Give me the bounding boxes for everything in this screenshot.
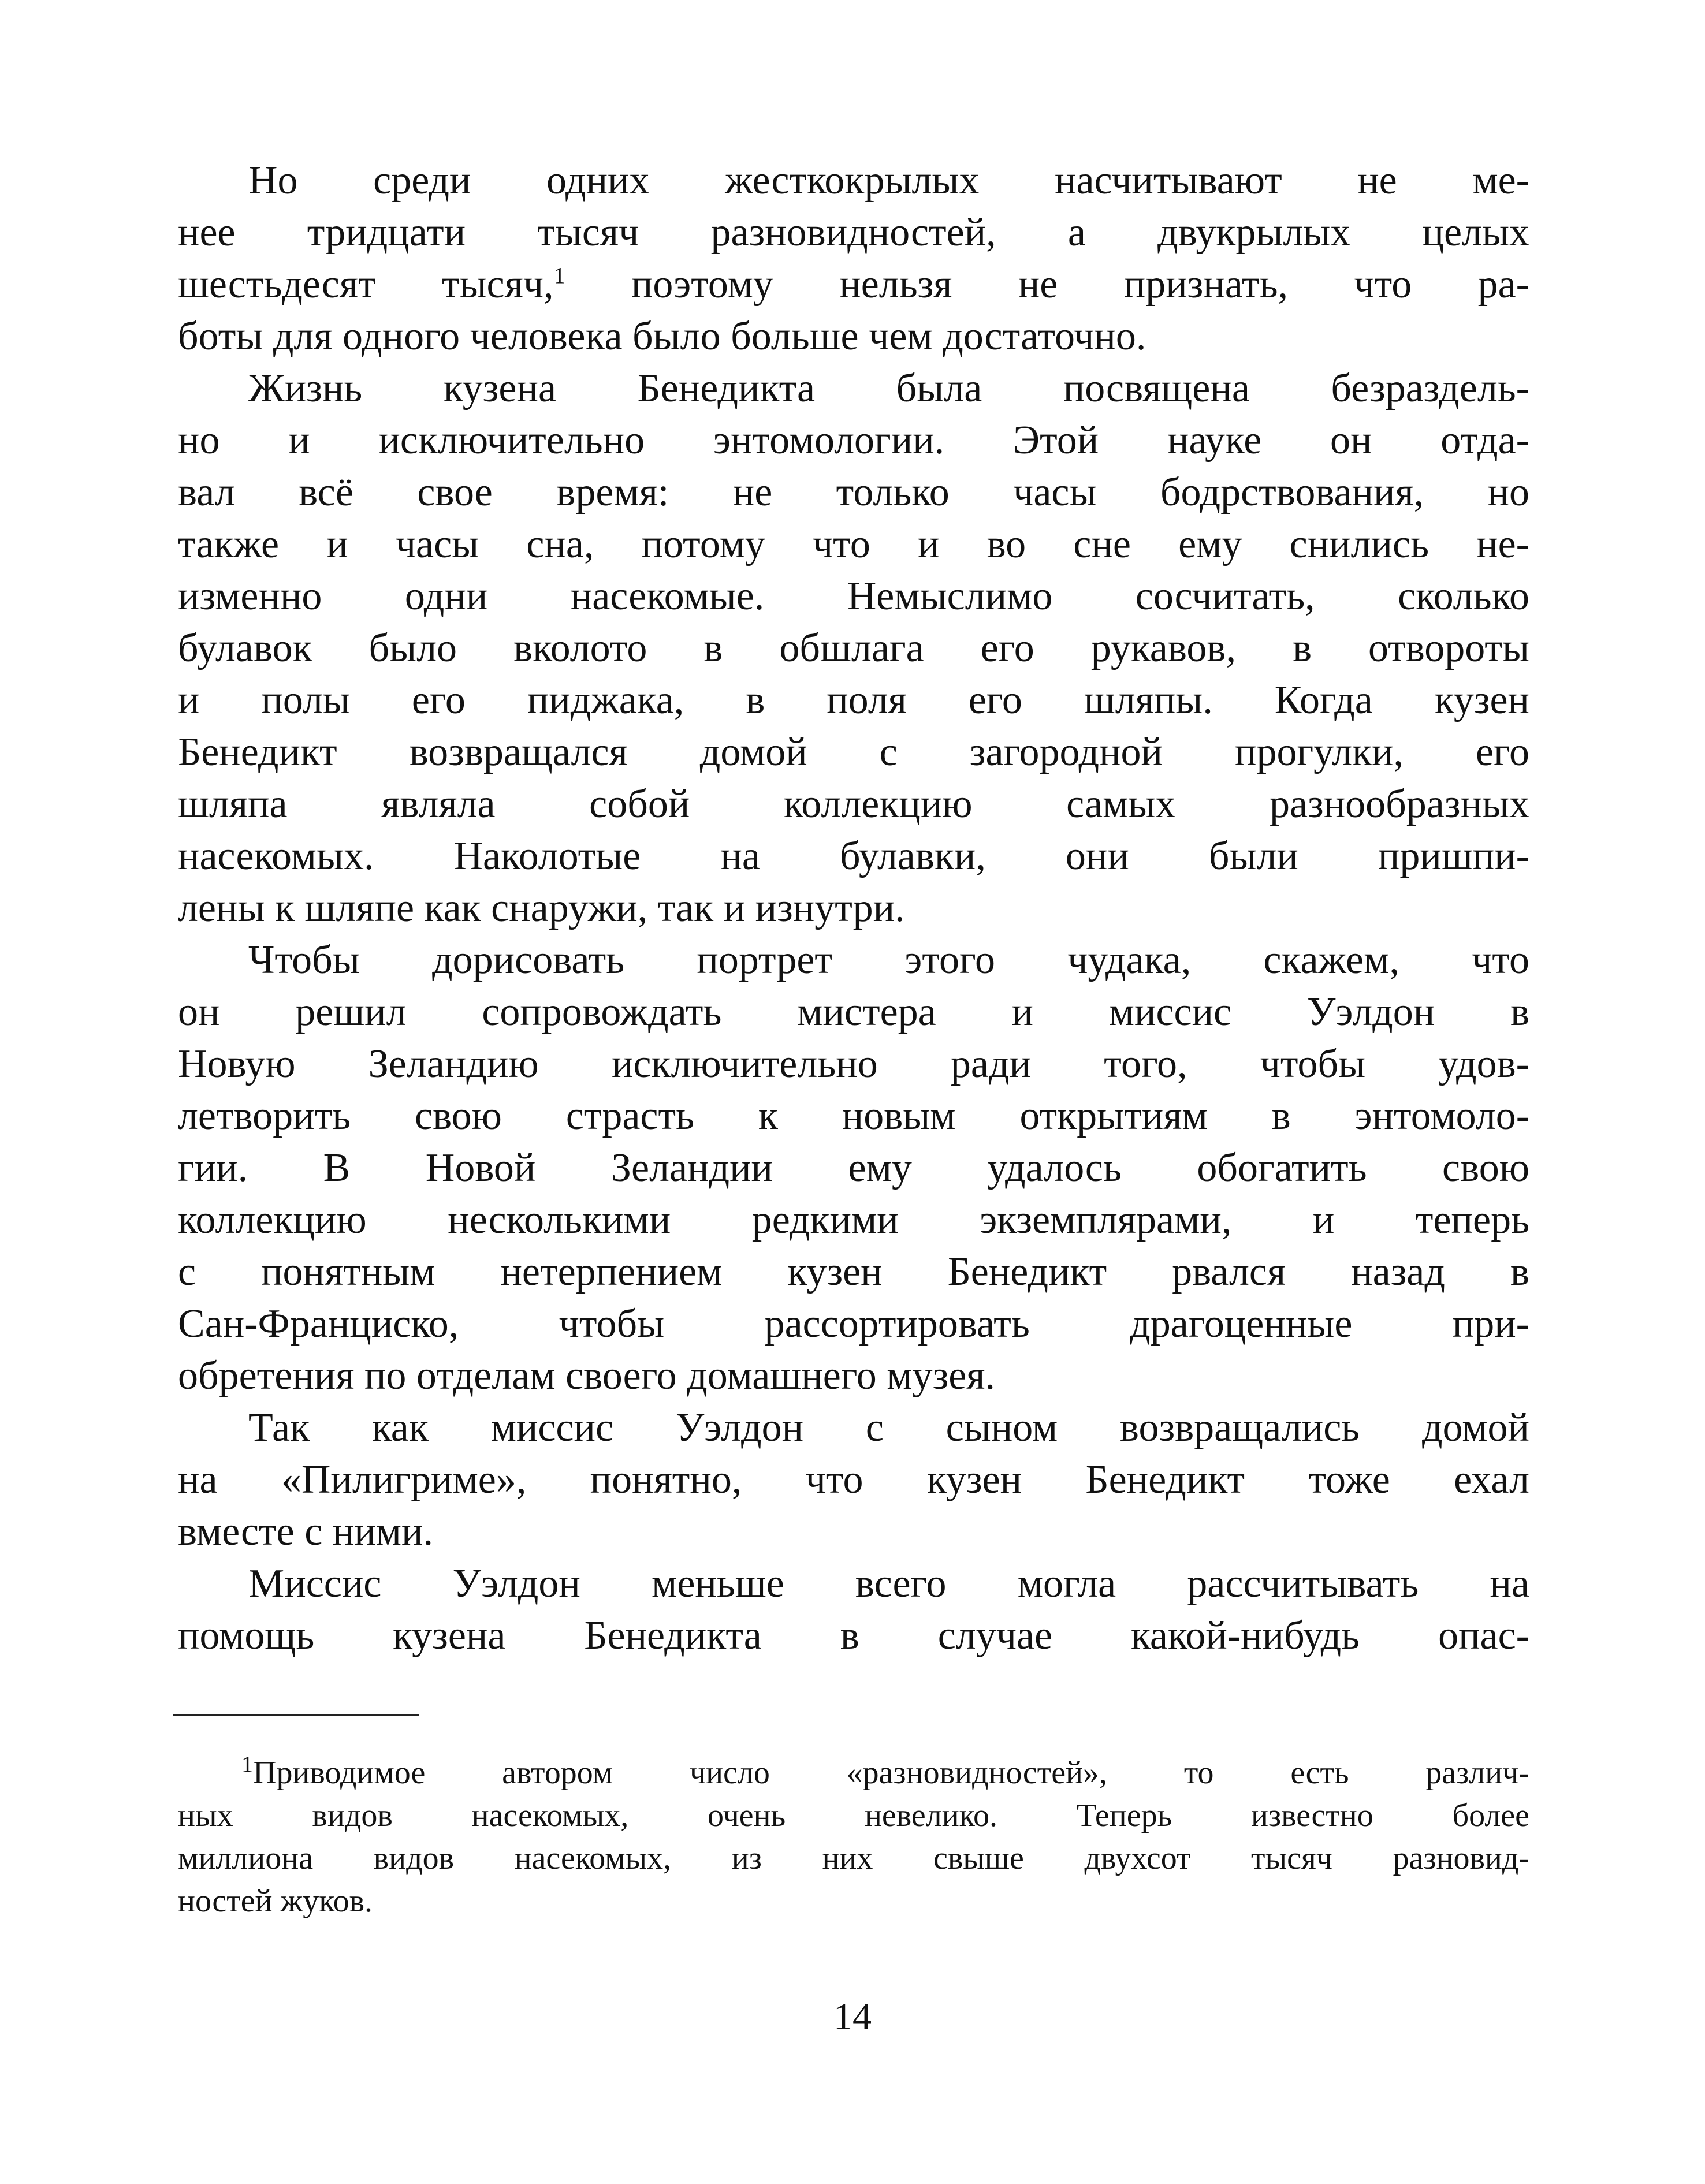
text-line: Жизнь кузена Бенедикта была посвящена безраздель- <box>248 366 1529 411</box>
page-number: 14 <box>833 1996 872 2038</box>
text-line: также и часы сна, потому что и во сне ему снились не- <box>178 522 1529 567</box>
text-fragment: шестьдесят тысяч, <box>178 262 554 307</box>
footnote-reference[interactable]: 1 <box>553 262 565 289</box>
footnote-text: Приводимое автором число «разновидностей», то есть различ- <box>253 1755 1529 1791</box>
text-line-with-footnote <box>178 259 1529 311</box>
footnote <box>178 1751 1529 1922</box>
text-line: изменно одни насекомые. Немыслимо сосчитать, сколько <box>178 574 1529 618</box>
text-line: шляпа являла собой коллекцию самых разнообразных <box>178 782 1529 826</box>
paragraph-4 <box>178 1402 1529 1558</box>
text-line: Бенедикт возвращался домой с загородной прогулки, его <box>178 730 1529 774</box>
text-line: Миссис Уэлдон меньше всего могла рассчитывать на <box>248 1561 1529 1606</box>
text-line: насекомых. Наколотые на булавки, они были пришпи- <box>178 834 1529 878</box>
text-line: вал всё свое время: не только часы бодрствования, но <box>178 470 1529 515</box>
text-line: коллекцию несколькими редкими экземплярами, и теперь <box>178 1198 1529 1242</box>
text-line: лены к шляпе как снаружи, так и изнутри. <box>178 886 905 930</box>
footnote-line: ных видов насекомых, очень невелико. Теперь известно более <box>178 1798 1529 1833</box>
text-line: помощь кузена Бенедикта в случае какой-нибудь опас- <box>178 1613 1529 1658</box>
text-line: Чтобы дорисовать портрет этого чудака, скажем, что <box>248 938 1529 982</box>
paragraph-3 <box>178 934 1529 1402</box>
text-line: Сан-Франциско, чтобы рассортировать драгоценные при- <box>178 1302 1529 1346</box>
footnote-line: ностей жуков. <box>178 1883 373 1919</box>
paragraph-5 <box>178 1558 1529 1662</box>
footnote-line <box>178 1751 1529 1794</box>
footnote-line: миллиона видов насекомых, из них свыше двухсот тысяч разновид- <box>178 1840 1529 1876</box>
text-line: и полы его пиджака, в поля его шляпы. Когда кузен <box>178 678 1529 722</box>
text-line: Так как миссис Уэлдон с сыном возвращались домой <box>248 1406 1529 1450</box>
text-line: но и исключительно энтомологии. Этой науке он отда- <box>178 418 1529 463</box>
text-line: боты для одного человека было больше чем достаточно. <box>178 314 1146 359</box>
text-fragment: поэтому нельзя не признать, что ра- <box>631 262 1529 307</box>
paragraph-1 <box>178 155 1529 363</box>
main-text <box>178 155 1529 1662</box>
text-line: летворить свою страсть к новым открытиям в энтомоло- <box>178 1094 1529 1138</box>
text-line: гии. В Новой Зеландии ему удалось обогатить свою <box>178 1146 1529 1190</box>
text-line: Новую Зеландию исключительно ради того, чтобы удов- <box>178 1042 1529 1086</box>
text-line: он решил сопровождать мистера и миссис Уэлдон в <box>178 990 1529 1034</box>
text-line: с понятным нетерпением кузен Бенедикт рвался назад в <box>178 1250 1529 1294</box>
footnote-mark: 1 <box>241 1751 253 1777</box>
footnote-divider <box>173 1714 419 1716</box>
text-line: обретения по отделам своего домашнего музея. <box>178 1354 995 1398</box>
text-line: на «Пилигриме», понятно, что кузен Бенедикт тоже ехал <box>178 1458 1529 1502</box>
text-line: Но среди одних жесткокрылых насчитывают не ме- <box>248 158 1529 203</box>
text-line: вместе с ними. <box>178 1510 433 1554</box>
text-line: нее тридцати тысяч разновидностей, а двукрылых целых <box>178 210 1529 255</box>
paragraph-2 <box>178 363 1529 934</box>
text-line: булавок было вколото в обшлага его рукавов, в отвороты <box>178 626 1529 670</box>
